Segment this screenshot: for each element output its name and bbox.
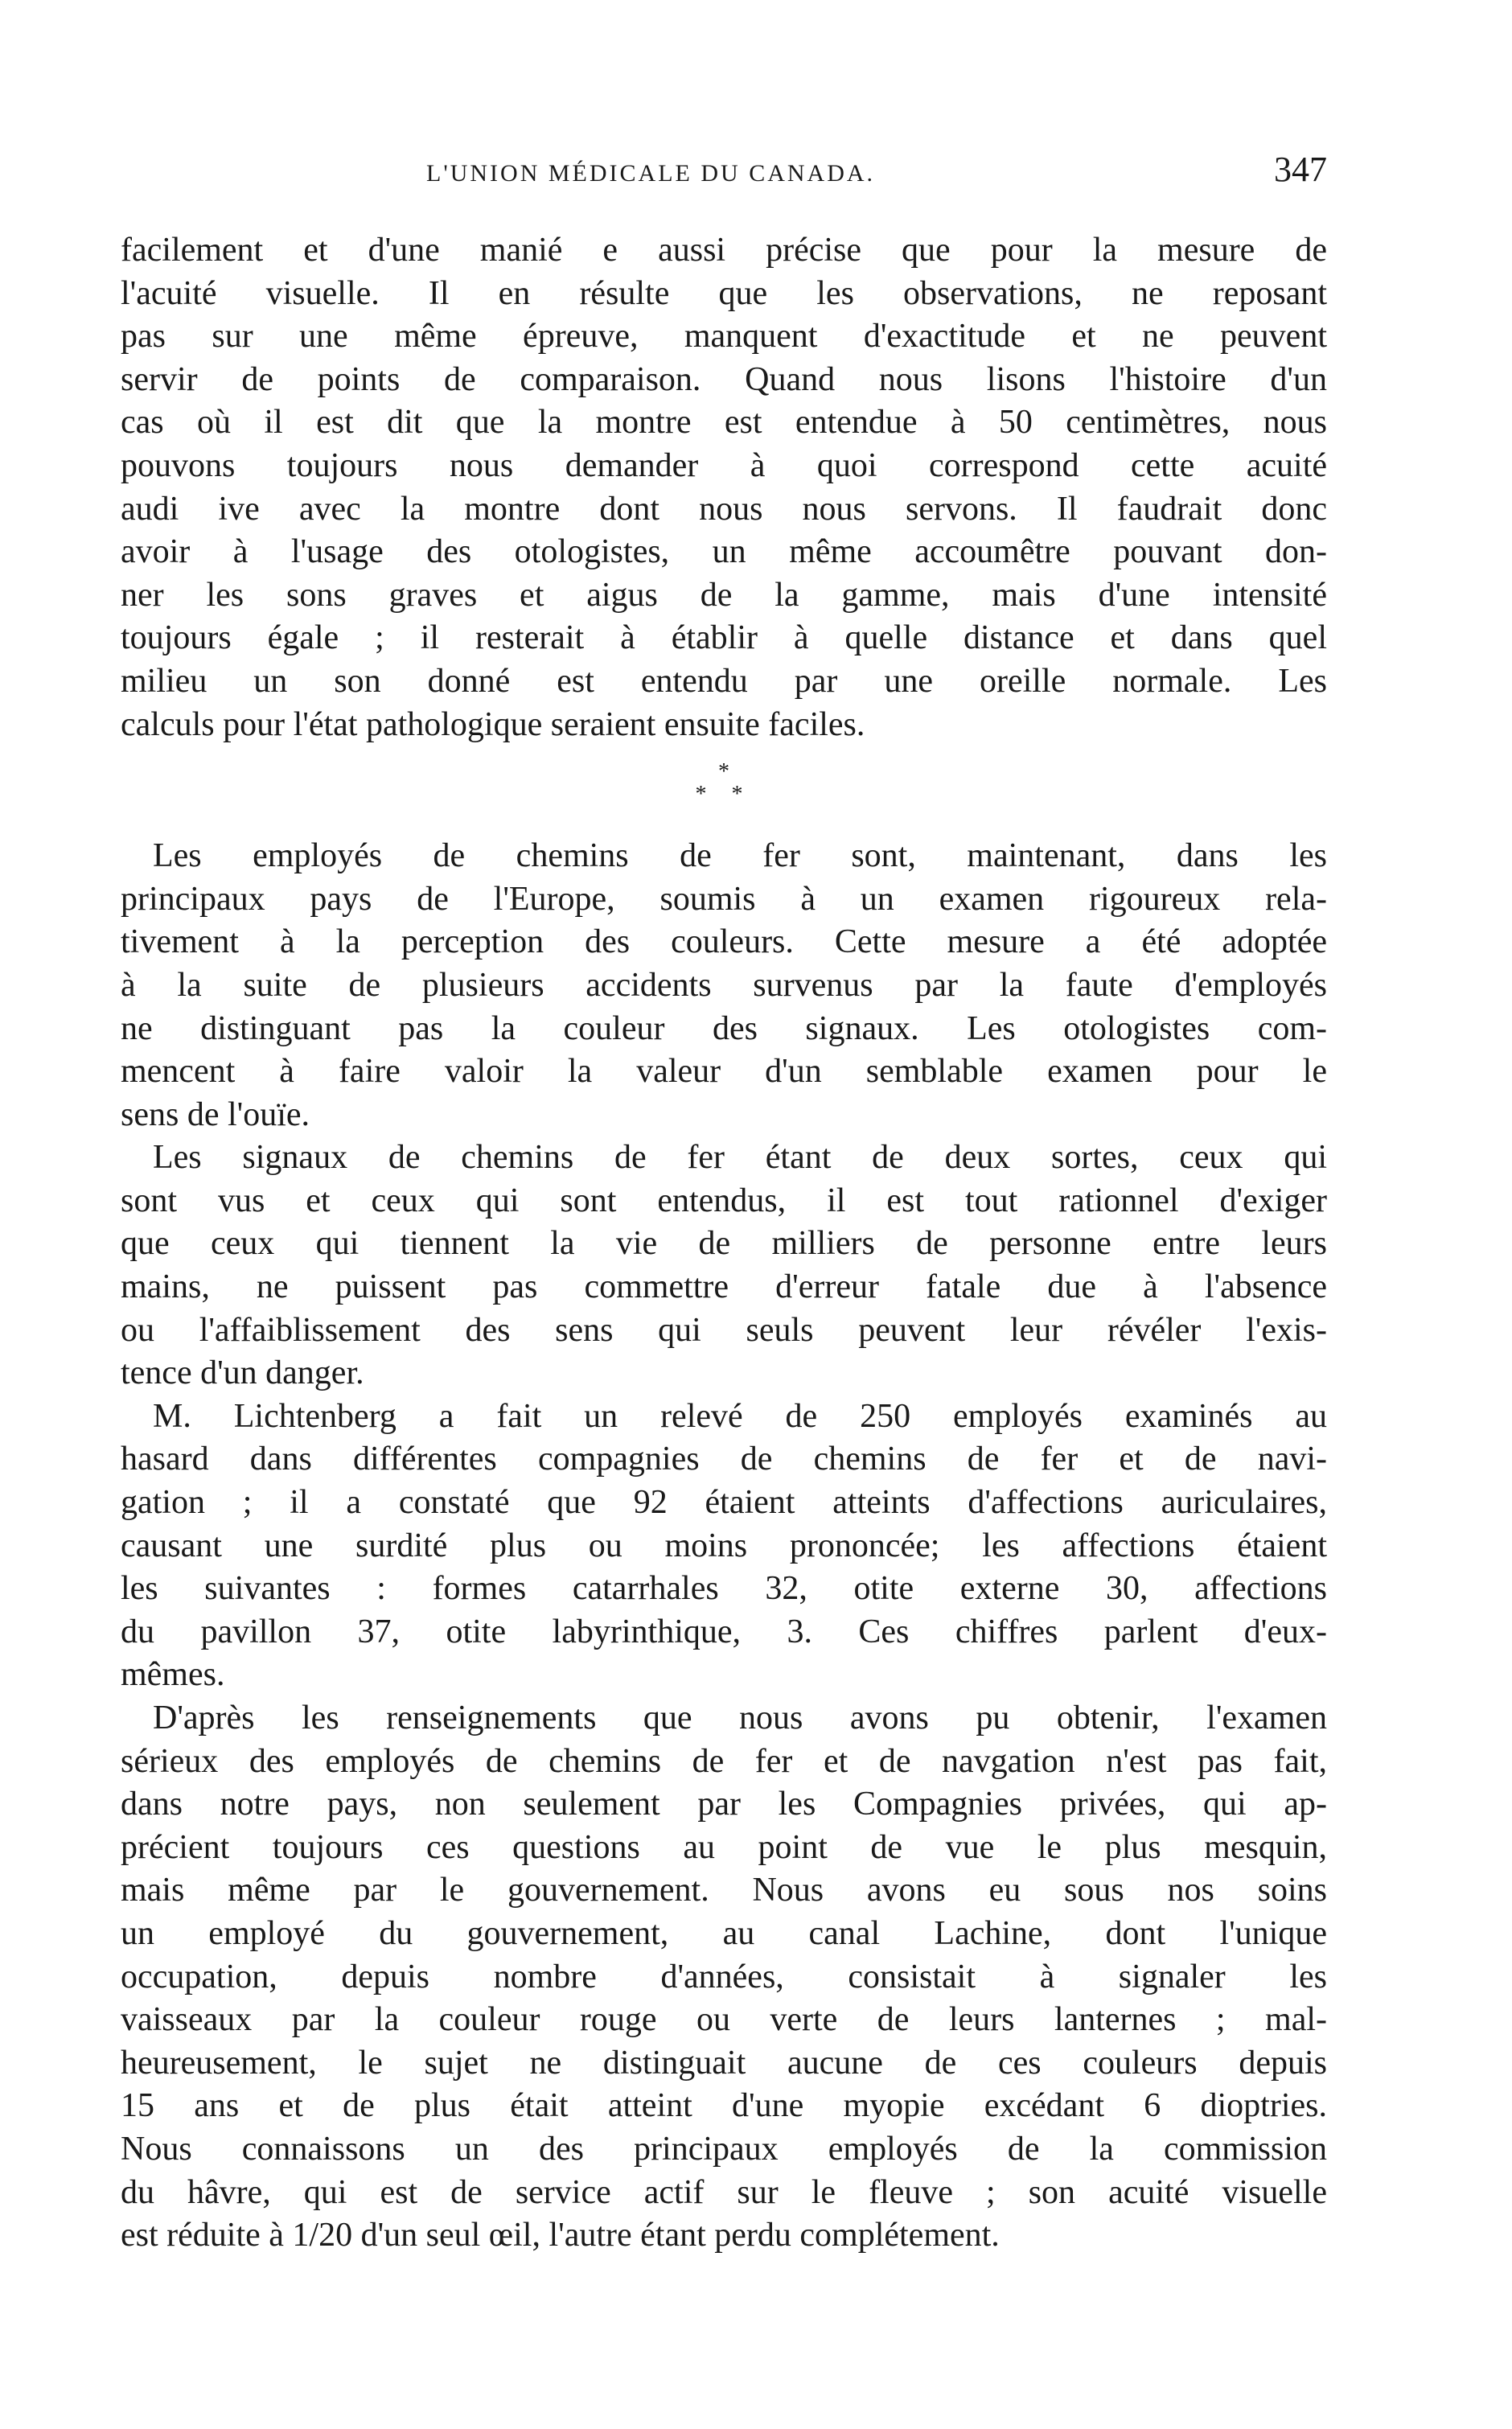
text-line: Les signaux de chemins de fer étant de deux sortes, ceux qui [153,1139,1327,1177]
text-line: ner les sons graves et aigus de la gamme, mais d'une intensité [121,576,1327,614]
journal-title: L'UNION MÉDICALE DU CANADA. [426,160,876,187]
text-line: facilement et d'une manié e aussi précise que pour la mesure de [121,232,1327,269]
text-line: tivement à la perception des couleurs. Cette mesure a été adoptée [121,923,1327,961]
text-line: Les employés de chemins de fer sont, maintenant, dans les [153,837,1327,875]
text-line: heureusement, le sujet ne distinguait aucune de ces couleurs depuis [121,2044,1327,2082]
text-line: du pavillon 37, otite labyrinthique, 3. Ces chiffres parlent d'eux- [121,1613,1327,1650]
text-line: principaux pays de l'Europe, soumis à un examen rigoureux rela- [121,880,1327,918]
text-line: cas où il est dit que la montre est entendue à 50 centimètres, nous [121,404,1327,442]
text-line: causant une surdité plus ou moins prononcée; les affections étaient [121,1527,1327,1564]
text-line: tence d'un danger. [121,1354,364,1392]
text-line: M. Lichtenberg a fait un relevé de 250 employés examinés au [153,1397,1327,1435]
section-separator [121,746,1327,835]
text-line: hasard dans différentes compagnies de chemins de fer et de navi- [121,1441,1327,1478]
text-line: sens de l'ouïe. [121,1095,310,1133]
text-line: milieu un son donné est entendu par une oreille normale. Les [121,662,1327,700]
text-line: servir de points de comparaison. Quand nous lisons l'histoire d'un [121,360,1327,398]
text-line: Nous connaissons un des principaux employés de la commission [121,2130,1327,2168]
asterism-top: * [718,759,729,785]
asterism-bottom: * * [695,782,753,808]
text-line: mêmes. [121,1656,225,1694]
paragraph-2 [121,835,1327,1136]
text-line: du hâvre, qui est de service actif sur le fleuve ; son acuité visuelle [121,2173,1327,2211]
text-line: les suivantes : formes catarrhales 32, otite externe 30, affections [121,1570,1327,1608]
text-line: gation ; il a constaté que 92 étaient atteints d'affections auriculaires, [121,1484,1327,1522]
text-line: toujours égale ; il resterait à établir à quelle distance et dans quel [121,619,1327,657]
text-line: 15 ans et de plus était atteint d'une myopie excédant 6 dioptries. [121,2087,1327,2125]
text-line: sérieux des employés de chemins de fer et de navgation n'est pas fait, [121,1742,1327,1780]
text-line: que ceux qui tiennent la vie de milliers de personne entre leurs [121,1225,1327,1263]
text-line: dans notre pays, non seulement par les Compagnies privées, qui ap- [121,1786,1327,1823]
text-line: mencent à faire valoir la valeur d'un semblable examen pour le [121,1053,1327,1091]
text-line: D'après les renseignements que nous avons pu obtenir, l'examen [153,1699,1327,1736]
paragraph-4 [121,1395,1327,1697]
text-line: un employé du gouvernement, au canal Lachine, dont l'unique [121,1914,1327,1952]
paragraph-5 [121,1697,1327,2258]
text-line: mains, ne puissent pas commettre d'erreur fatale due à l'absence [121,1268,1327,1306]
text-line: vaisseaux par la couleur rouge ou verte de leurs lanternes ; mal- [121,2001,1327,2039]
page-number: 347 [1274,150,1327,189]
text-line: ou l'affaiblissement des sens qui seuls peuvent leur révéler l'exis- [121,1311,1327,1349]
text-line: sont vus et ceux qui sont entendus, il est tout rationnel d'exiger [121,1182,1327,1219]
text-line: l'acuité visuelle. Il en résulte que les observations, ne reposant [121,274,1327,312]
running-header [121,149,1327,197]
text-line: occupation, depuis nombre d'années, consistait à signaler les [121,1958,1327,1995]
paragraph-1 [121,229,1327,746]
text-line: ne distinguant pas la couleur des signaux. Les otologistes com- [121,1009,1327,1047]
text-line: mais même par le gouvernement. Nous avons eu sous nos soins [121,1872,1327,1909]
text-line: avoir à l'usage des otologistes, un même accoumêtre pouvant don- [121,533,1327,571]
text-line: pas sur une même épreuve, manquent d'exactitude et ne peuvent [121,318,1327,356]
text-line: audi ive avec la montre dont nous nous servons. Il faudrait donc [121,490,1327,528]
article-body [121,229,1327,2258]
text-line: à la suite de plusieurs accidents survenus par la faute d'employés [121,966,1327,1004]
text-line: pouvons toujours nous demander à quoi correspond cette acuité [121,446,1327,484]
text-line: calculs pour l'état pathologique seraient ensuite faciles. [121,705,865,743]
paragraph-3 [121,1136,1327,1395]
text-line: précient toujours ces questions au point de vue le plus mesquin, [121,1828,1327,1866]
text-line: est réduite à 1/20 d'un seul œil, l'autre étant perdu complétement. [121,2217,1000,2254]
